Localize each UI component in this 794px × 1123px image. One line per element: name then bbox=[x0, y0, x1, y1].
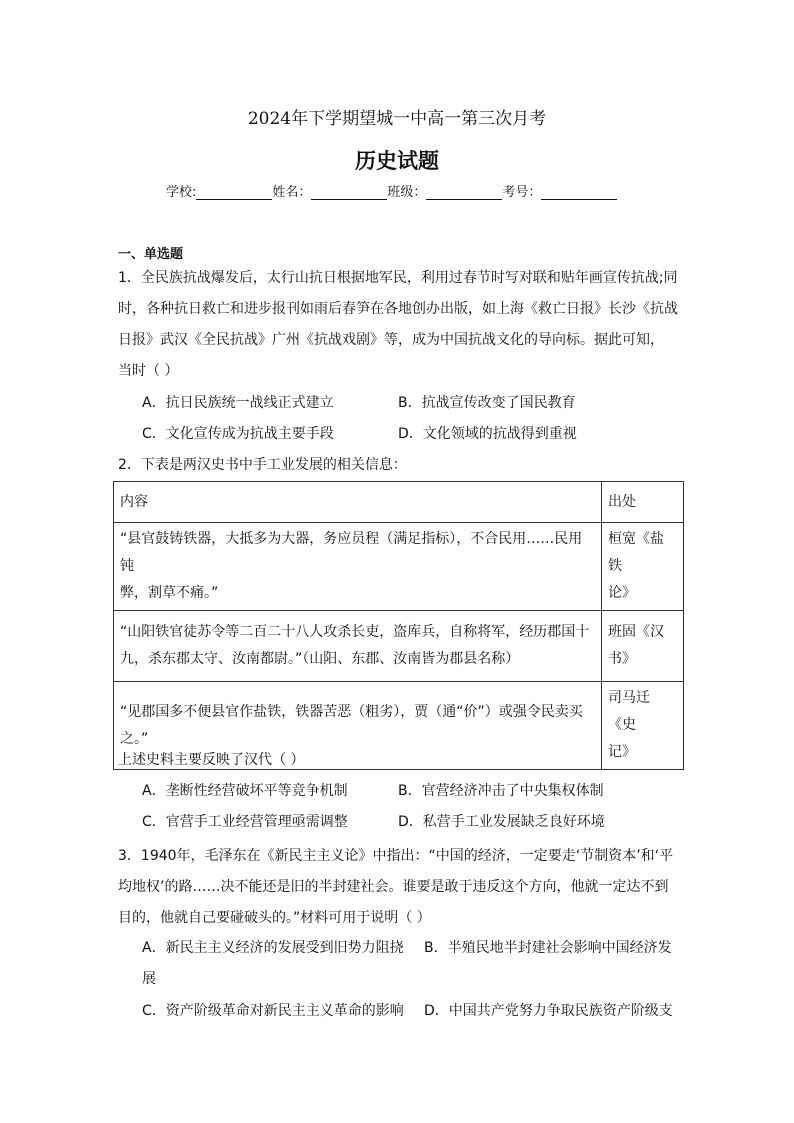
table-header-row bbox=[114, 482, 684, 523]
cell-text-line: 桓宽《盐铁 bbox=[608, 531, 664, 574]
school-field[interactable] bbox=[196, 185, 272, 200]
q3-option-c[interactable]: C．资产阶级革命对新民主主义革命的影响 bbox=[142, 1003, 404, 1019]
source-table bbox=[113, 481, 684, 770]
q2-option-a[interactable]: A．垄断性经营破坏平等竞争机制 bbox=[142, 783, 348, 799]
cell-text-line: 司马迁《史 bbox=[608, 690, 650, 733]
q1-line-3: 日报》武汉《全民抗战》广州《抗战戏剧》等，成为中国抗战文化的导向标。据此可知， bbox=[118, 332, 664, 348]
table-row bbox=[114, 523, 684, 611]
q1-option-d[interactable]: D．文化领域的抗战得到重视 bbox=[398, 426, 577, 442]
table-row bbox=[114, 611, 684, 682]
table-cell-source bbox=[602, 682, 684, 770]
cell-text-line: “见郡国多不便县官作盐铁，铁器苦恶（粗劣），贾（通“价”）或强令民卖买 bbox=[120, 703, 583, 720]
q3-option-d[interactable]: D．中国共产党努力争取民族资产阶级支 bbox=[424, 1003, 673, 1019]
table-cell-content bbox=[114, 611, 602, 682]
q1-line-2: 时，各种抗日救亡和进步报刊如雨后春笋在各地创办出版，如上海《救亡日报》长沙《抗战 bbox=[118, 301, 678, 317]
q3-line-1: 3．1940年，毛泽东在《新民主主义论》中指出：“中国的经济，一定要走‘节制资本’和‘平 bbox=[118, 848, 674, 864]
q3-option-b[interactable]: B．半殖民地半封建社会影响中国经济发 bbox=[424, 940, 672, 956]
cell-text-line: 班固《汉书》 bbox=[608, 624, 664, 667]
student-info-line bbox=[166, 181, 617, 200]
q3-line-2: 均地权’的路……决不能还是旧的半封建社会。谁要是敢于违反这个方向，他就一定达不到 bbox=[118, 879, 669, 895]
q2-stem: 上述史料主要反映了汉代（ ） bbox=[118, 752, 305, 768]
q3-line-3: 目的，他就自己要碰破头的。”材料可用于说明（ ） bbox=[118, 910, 431, 926]
q1-option-c[interactable]: C．文化宣传成为抗战主要手段 bbox=[142, 426, 334, 442]
q1-line-1: 1．全民族抗战爆发后，太行山抗日根据地军民，利用过春节时写对联和贴年画宣传抗战;同 bbox=[118, 270, 678, 286]
q3-option-b-continued: 展 bbox=[142, 971, 156, 987]
exam-subject-title: 历史试题 bbox=[355, 149, 439, 173]
table-header-content: 内容 bbox=[114, 482, 602, 523]
cell-text-line: 九，杀东郡太守、汝南都尉。”（山阳、东郡、汝南皆为郡县名称） bbox=[120, 651, 520, 667]
q2-option-d[interactable]: D．私营手工业发展缺乏良好环境 bbox=[398, 814, 605, 830]
table-cell-source bbox=[602, 523, 684, 611]
cell-text-line: “县官鼓铸铁器，大抵多为大器，务应员程（满足指标），不合民用……民用钝 bbox=[120, 531, 583, 574]
number-field[interactable] bbox=[541, 185, 617, 200]
q1-option-b[interactable]: B．抗战宣传改变了国民教育 bbox=[398, 395, 576, 411]
q2-option-c[interactable]: C．官营手工业经营管理亟需调整 bbox=[142, 814, 348, 830]
table-header-source: 出处 bbox=[602, 482, 684, 523]
q1-line-4: 当时（ ） bbox=[118, 363, 179, 379]
cell-text-line: 论》 bbox=[608, 585, 636, 601]
q2-intro: 2．下表是两汉史书中手工业发展的相关信息： bbox=[118, 457, 407, 473]
class-field[interactable] bbox=[426, 185, 502, 200]
name-label: 姓名： bbox=[272, 185, 312, 200]
name-field[interactable] bbox=[311, 185, 387, 200]
section-heading: 一、单选题 bbox=[118, 247, 184, 262]
number-label: 考号： bbox=[502, 185, 542, 200]
q1-option-a[interactable]: A．抗日民族统一战线正式建立 bbox=[142, 395, 334, 411]
school-label: 学校: bbox=[166, 185, 197, 200]
table-cell-content bbox=[114, 523, 602, 611]
q2-option-b[interactable]: B．官营经济冲击了中央集权体制 bbox=[398, 783, 604, 799]
cell-text-line: 弊，割草不痛。” bbox=[120, 585, 219, 601]
cell-text-line: 之。” bbox=[120, 730, 149, 747]
q3-option-a[interactable]: A．新民主主义经济的发展受到旧势力阻挠 bbox=[142, 940, 404, 956]
exam-title: 2024年下学期望城一中高一第三次月考 bbox=[247, 109, 547, 129]
table-cell-source bbox=[602, 611, 684, 682]
cell-text-line: “山阳铁官徒苏令等二百二十八人攻杀长吏，盗库兵，自称将军，经历郡国十 bbox=[120, 624, 590, 640]
cell-text-line: 记》 bbox=[608, 744, 636, 760]
class-label: 班级： bbox=[387, 185, 427, 200]
